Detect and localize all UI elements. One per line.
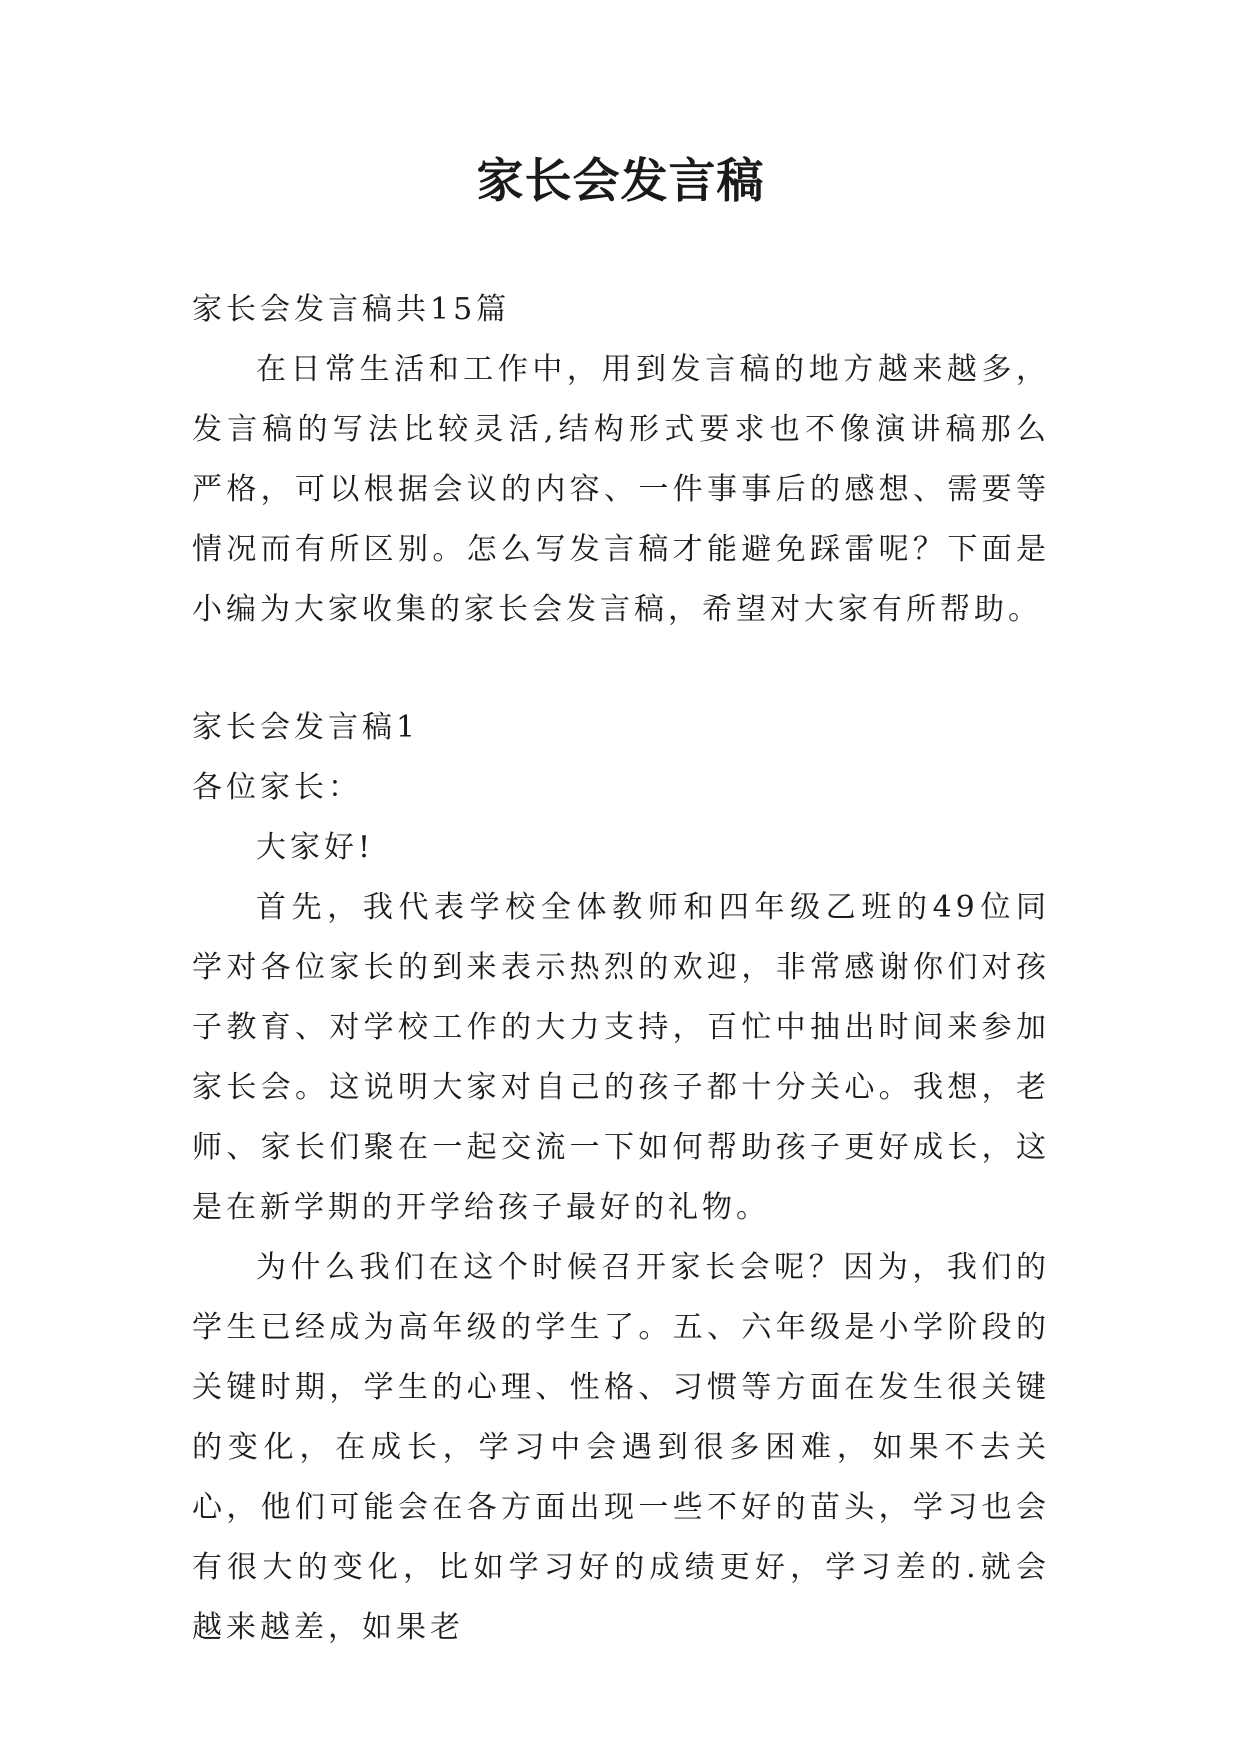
intro-section	[192, 280, 1050, 640]
speech-section	[192, 698, 1050, 1658]
collection-line: 家长会发言稿共15篇	[192, 292, 511, 327]
speech-paragraph-2: 为什么我们在这个时候召开家长会呢？因为，我们的学生已经成为高年级的学生了。五、六年级是小学阶段的关键时期，学生的心理、性格、习惯等方面在发生很关键的变化，在成长，学习中会遇到很多困难，如果不去关心，他们可能会在各方面出现一些不好的苗头，学习也会有很大的变化，比如学习好的成绩更好，学习差的.就会越来越差，如果老	[192, 1250, 1050, 1645]
greeting: 大家好!	[256, 830, 375, 865]
document-title: 家长会发言稿	[476, 154, 765, 209]
intro-paragraph: 在日常生活和工作中，用到发言稿的地方越来越多，发言稿的写法比较灵活,结构形式要求也不像演讲稿那么严格，可以根据会议的内容、一件事事后的感想、需要等情况而有所区别。怎么写发言稿才能避免踩雷呢？下面是小编为大家收集的家长会发言稿，希望对大家有所帮助。	[192, 352, 1050, 627]
speech-paragraph-1: 首先，我代表学校全体教师和四年级乙班的49位同学对各位家长的到来表示热烈的欢迎，非常感谢你们对孩子教育、对学校工作的大力支持，百忙中抽出时间来参加家长会。这说明大家对自己的孩子都十分关心。我想，老师、家长们聚在一起交流一下如何帮助孩子更好成长，这是在新学期的开学给孩子最好的礼物。	[192, 890, 1050, 1225]
salutation: 各位家长：	[192, 770, 362, 805]
section-heading: 家长会发言稿1	[192, 710, 420, 745]
